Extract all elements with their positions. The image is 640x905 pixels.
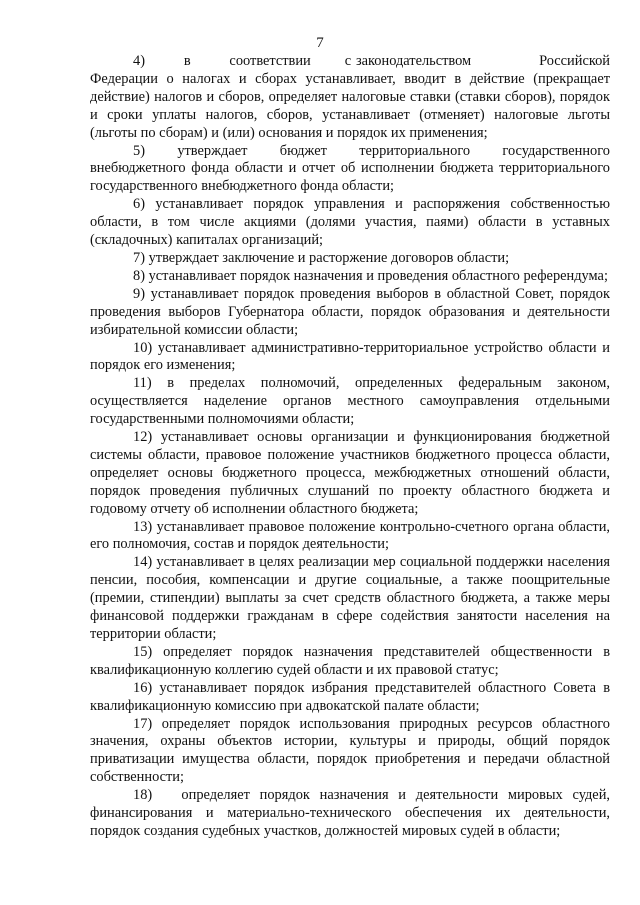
paragraph-item-13: 13) устанавливает правовое положение контрольно-счетного органа области, его полномочия, состав и порядок деятельности; [90,518,610,553]
paragraph-item-16: 16) устанавливает порядок избрания представителей областного Совета в квалификационную комиссию при адвокатской палате области; [90,679,610,714]
document-body [90,53,610,841]
paragraph-item-10: 10) устанавливает административно-территориальное устройство области и порядок его изменения; [90,339,610,374]
paragraph-item-11: 11) в пределах полномочий, определенных федеральным законом, осуществляется наделение органов местного самоуправления отдельными государственными полномочиями области; [90,375,610,428]
paragraph-item-15: 15) определяет порядок назначения представителей общественности в квалификационную коллегию судей области и их правовой статус; [90,643,610,678]
paragraph-item-12: 12) устанавливает основы организации и функционирования бюджетной системы области, правовое положение участников бюджетного процесса области, определяет основы бюджетного процесса, межбюджетных отношений области, порядок проведения публичных слушаний по проекту областного бюджета и годовому отчету об исполнении областного бюджета; [90,429,610,517]
paragraph-item-4: 4) в соответствии с законодательством Российской Федерации о налогах и сборах устанавливает, вводит в действие (прекращает действие) налогов и сборов, определяет налоговые ставки (ставки сборов), порядок и сроки уплаты налогов, сборов, устанавливает (отменяет) налоговые льготы (льготы по сборам) и (или) основания и порядок их применения; [90,53,610,141]
paragraph-item-6: 6) устанавливает порядок управления и распоряжения собственностью области, в том числе акциями (долями участия, паями) области в уставных (складочных) капиталах организаций; [90,196,610,249]
paragraph-item-9: 9) устанавливает порядок проведения выборов в областной Совет, порядок проведения выборов Губернатора области, порядок образования и деятельности избирательной комиссии области; [90,285,610,338]
paragraph-item-7: 7) утверждает заключение и расторжение договоров области; [133,249,510,266]
paragraph-item-14: 14) устанавливает в целях реализации мер социальной поддержки населения пенсии, пособия, компенсации и другие социальные, а также поощрительные (премии, стипендии) выплаты за счет средств областного бюджета, а также меры финансовой поддержки гражданам в сфере содействия занятости населения на территории области; [90,554,610,642]
paragraph-item-8: 8) устанавливает порядок назначения и проведения областного референдума; [133,267,608,284]
page-number: 7 [316,35,324,51]
paragraph-item-18: 18) определяет порядок назначения и деятельности мировых судей, финансирования и материально-технического обеспечения их деятельности, порядок создания судебных участков, должностей мировых судей в области; [90,787,610,839]
paragraph-item-17: 17) определяет порядок использования природных ресурсов областного значения, охраны объектов истории, культуры и природы, общий порядок приватизации имущества области, порядок приобретения и передачи областной собственности; [90,715,610,786]
paragraph-item-5: 5) утверждает бюджет территориального государственного внебюджетного фонда области и отчет об исполнении бюджета территориального государственного внебюджетного фонда области; [90,142,610,195]
